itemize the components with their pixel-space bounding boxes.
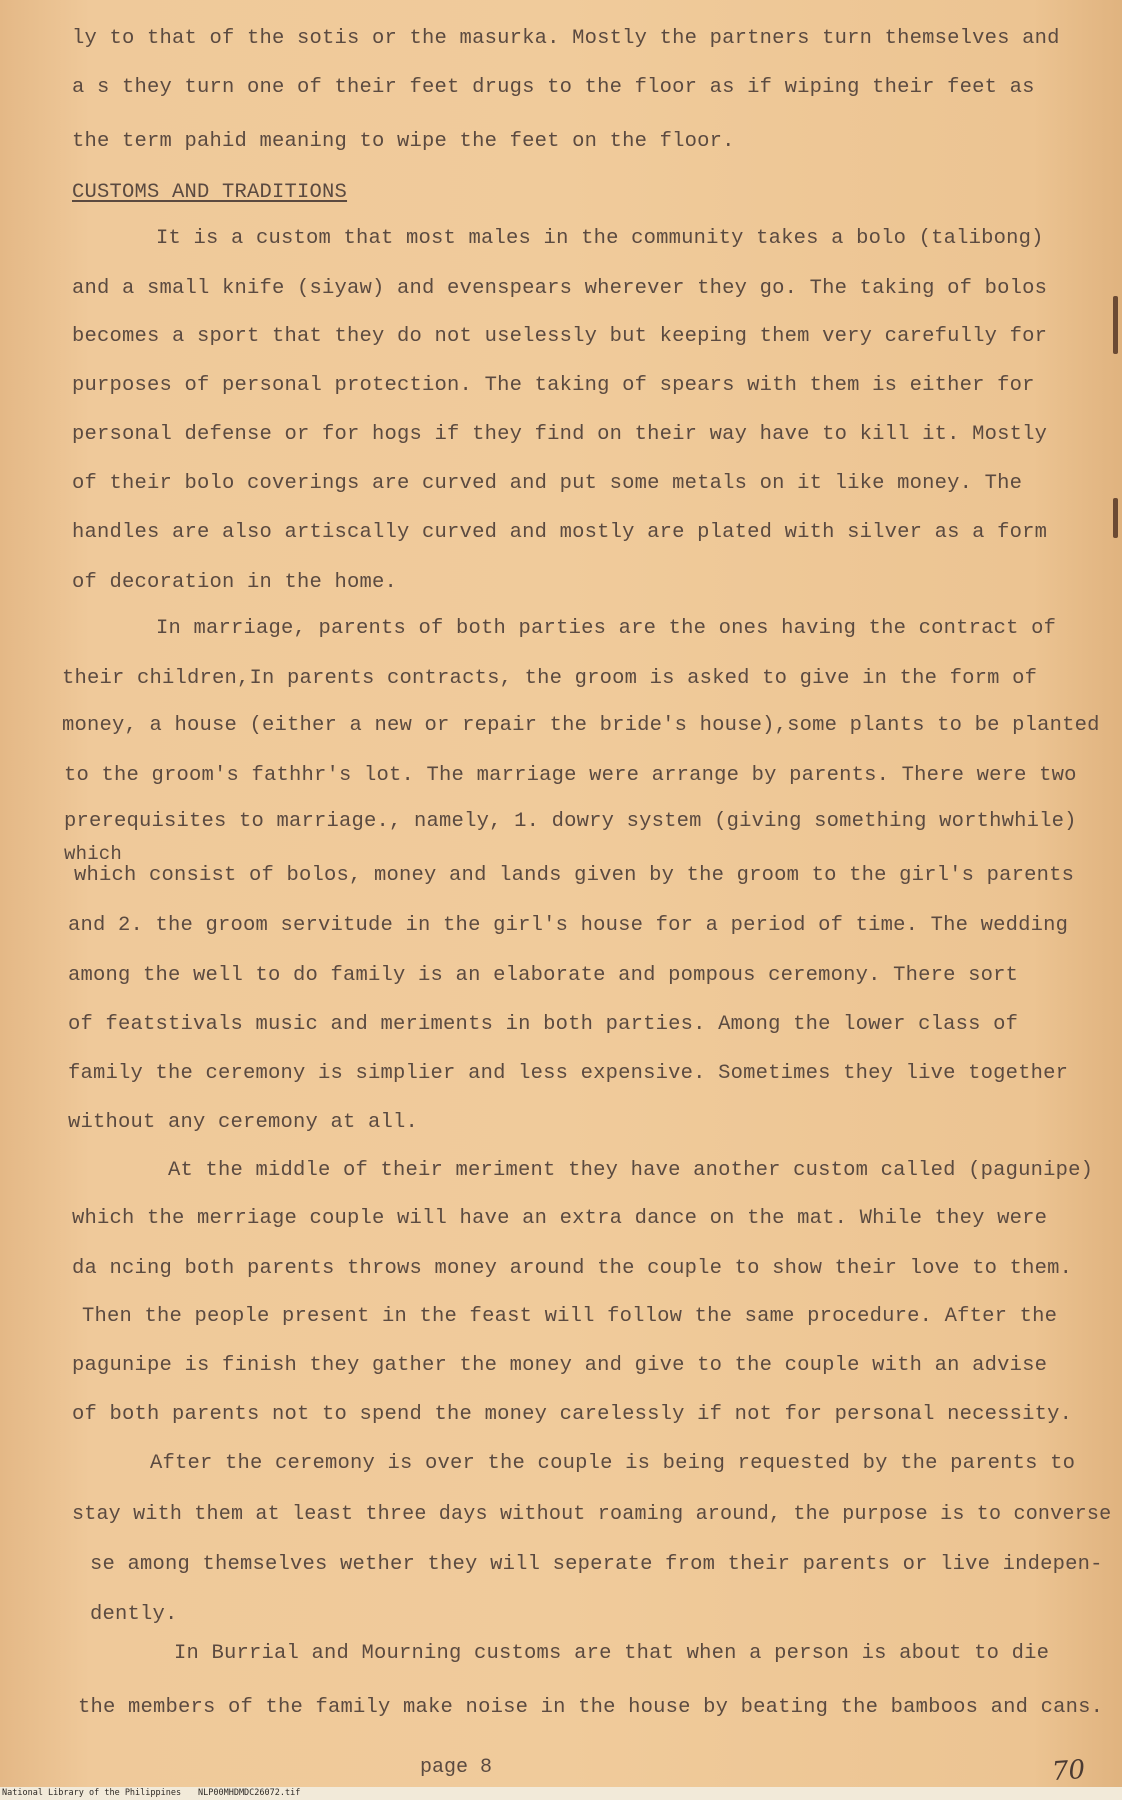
text-line: of their bolo coverings are curved and put some metals on it like money. The: [72, 472, 1023, 495]
page-edge-mark: [1113, 498, 1118, 538]
page-number: page 8: [420, 1756, 493, 1779]
text-line: of both parents not to spend the money carelessly if not for personal necessity.: [72, 1403, 1073, 1426]
text-line: money, a house (either a new or repair the bride's house),some plants to be planted: [62, 714, 1100, 737]
text-line: and a small knife (siyaw) and evenspears wherever they go. The taking of bolos: [72, 277, 1048, 300]
text-line: a s they turn one of their feet drugs to the floor as if wiping their feet as: [72, 76, 1035, 99]
text-line: the term pahid meaning to wipe the feet on the floor.: [72, 130, 735, 153]
text-line: After the ceremony is over the couple is being requested by the parents to: [150, 1452, 1076, 1475]
text-line: At the middle of their meriment they have another custom called (pagunipe): [168, 1159, 1094, 1182]
text-line: without any ceremony at all.: [68, 1111, 419, 1134]
text-line: and 2. the groom servitude in the girl's house for a period of time. The wedding: [68, 914, 1069, 937]
text-line: stay with them at least three days without roaming around, the purpose is to converse: [72, 1503, 1112, 1526]
text-line: da ncing both parents throws money around the couple to show their love to them.: [72, 1257, 1073, 1280]
text-line: In marriage, parents of both parties are the ones having the contract of: [156, 617, 1057, 640]
text-line: se among themselves wether they will seperate from their parents or live indepen-: [90, 1553, 1103, 1576]
text-line: to the groom's fathhr's lot. The marriage were arrange by parents. There were two: [64, 764, 1077, 787]
text-line: In Burrial and Mourning customs are that when a person is about to die: [174, 1642, 1050, 1665]
text-line: personal defense or for hogs if they find on their way have to kill it. Mostly: [72, 423, 1048, 446]
text-line: Then the people present in the feast will follow the same procedure. After the: [82, 1305, 1058, 1328]
text-line: which consist of bolos, money and lands given by the groom to the girl's parents: [74, 864, 1075, 887]
text-line: among the well to do family is an elaborate and pompous ceremony. There sort: [68, 964, 1019, 987]
text-line: prerequisites to marriage., namely, 1. dowry system (giving something worthwhile): [64, 810, 1077, 833]
text-line: purposes of personal protection. The taking of spears with them is either for: [72, 374, 1035, 397]
text-line: becomes a sport that they do not uselessly but keeping them very carefully for: [72, 325, 1048, 348]
page-edge-mark: [1113, 296, 1118, 354]
text-line: the members of the family make noise in the house by beating the bamboos and cans.: [78, 1696, 1104, 1719]
text-line: of decoration in the home.: [72, 571, 398, 594]
text-line: of featstivals music and meriments in both parties. Among the lower class of: [68, 1013, 1019, 1036]
text-line: which: [64, 843, 123, 865]
text-line: It is a custom that most males in the community takes a bolo (talibong): [156, 227, 1044, 250]
handwritten-page-number: 70: [1050, 1754, 1087, 1788]
text-line: pagunipe is finish they gather the money and give to the couple with an advise: [72, 1354, 1048, 1377]
text-line: family the ceremony is simplier and less expensive. Sometimes they live together: [68, 1062, 1069, 1085]
text-line: their children,In parents contracts, the groom is asked to give in the form of: [62, 667, 1038, 690]
footer-file-id: NLP00MHDMDC26072.tif: [198, 1788, 301, 1798]
section-heading: CUSTOMS AND TRADITIONS: [72, 181, 348, 204]
text-line: ly to that of the sotis or the masurka. Mostly the partners turn themselves and: [72, 27, 1060, 50]
text-line: handles are also artiscally curved and mostly are plated with silver as a form: [72, 521, 1048, 544]
footer-library-name: National Library of the Philippines: [2, 1788, 182, 1798]
text-line: dently.: [90, 1603, 178, 1626]
text-line: which the merriage couple will have an extra dance on the mat. While they were: [72, 1207, 1048, 1230]
